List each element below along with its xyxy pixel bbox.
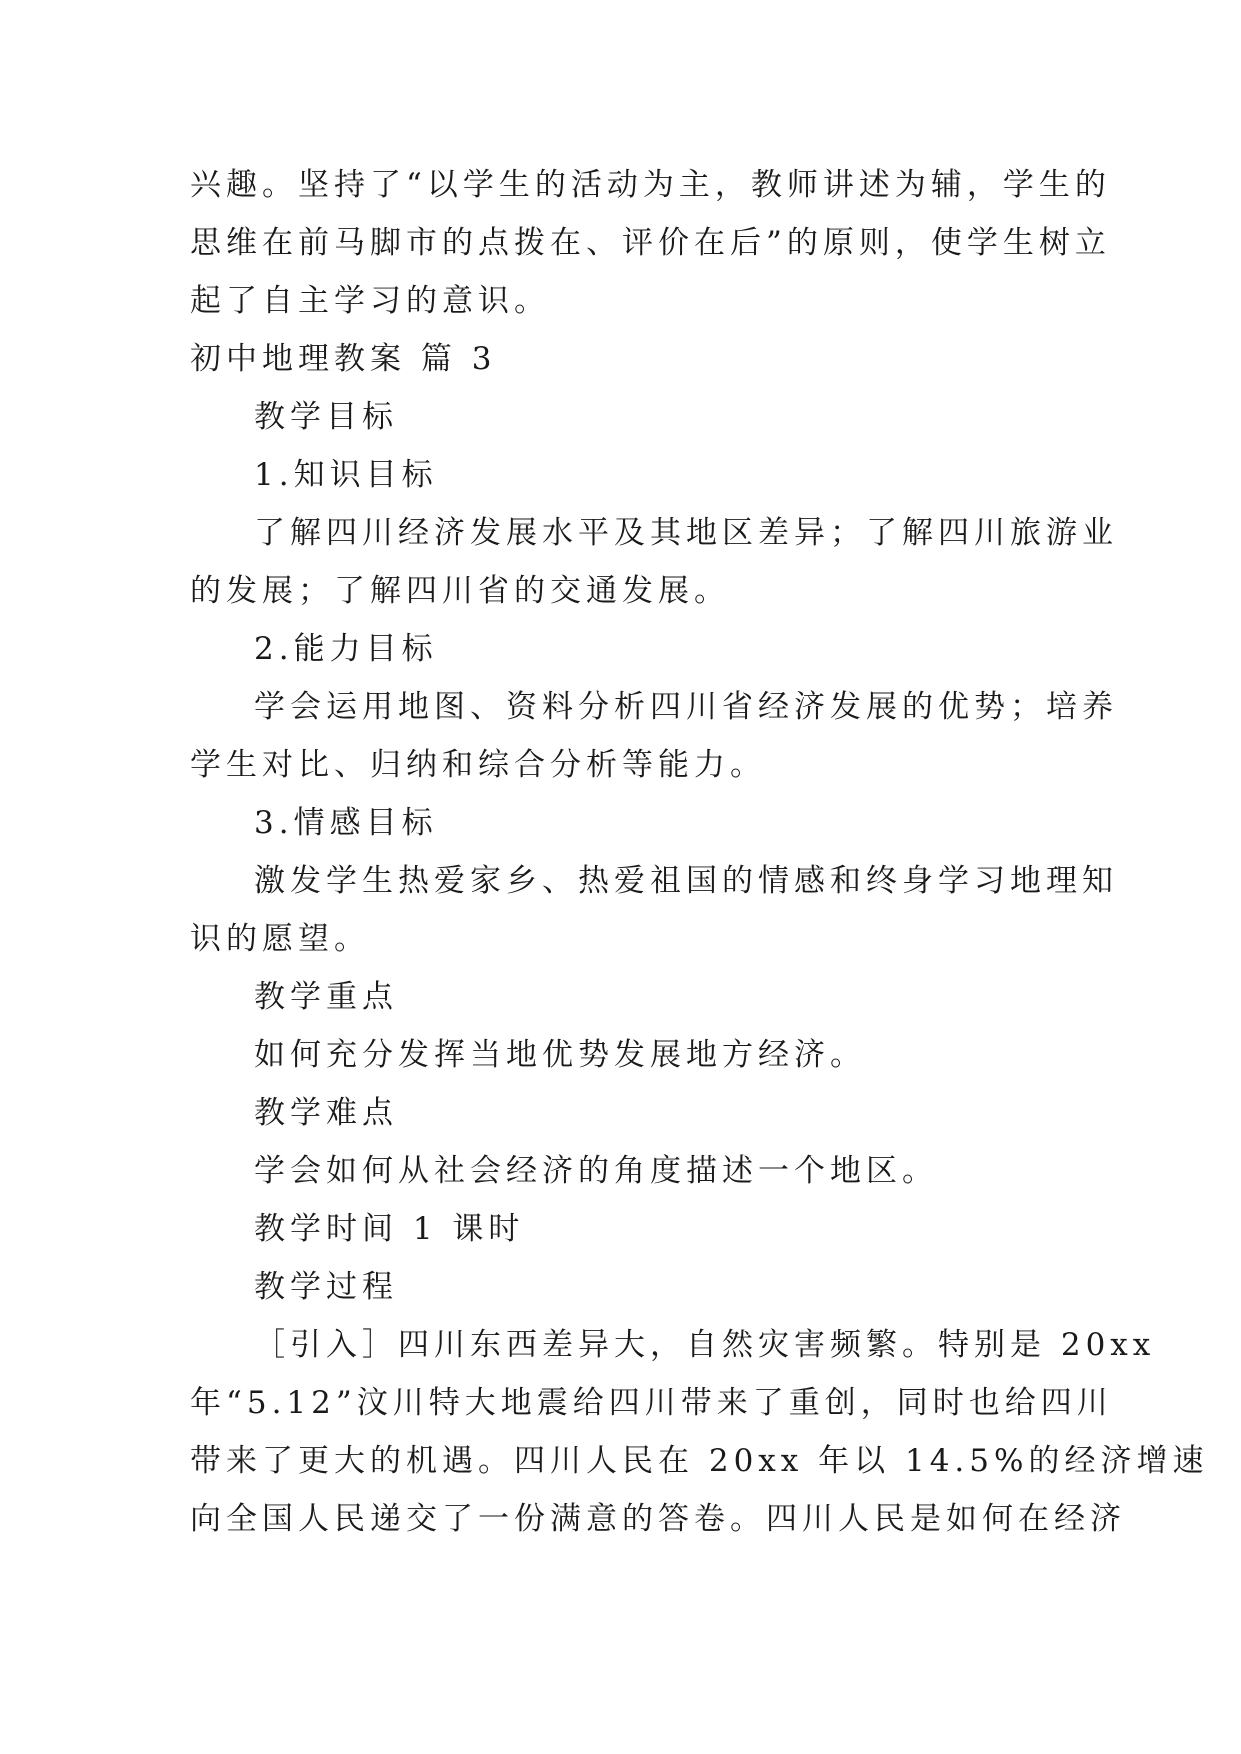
heading-teaching-time: 教学时间 1 课时 — [254, 1211, 525, 1247]
heading-teaching-process: 教学过程 — [254, 1269, 398, 1305]
paragraph-line: 识的愿望。 — [190, 921, 370, 957]
subheading-knowledge-goals: 1.知识目标 — [254, 457, 438, 493]
heading-difficult-points: 教学难点 — [254, 1095, 398, 1131]
paragraph-line: 兴趣。坚持了“以学生的活动为主，教师讲述为辅，学生的 — [190, 167, 1111, 203]
paragraph-line: 思维在前马脚市的点拨在、评价在后”的原则，使学生树立 — [190, 225, 1111, 261]
paragraph-line: 起了自主学习的意识。 — [190, 283, 550, 319]
section-title: 初中地理教案 篇 3 — [190, 341, 497, 377]
paragraph-line: 学生对比、归纳和综合分析等能力。 — [190, 747, 766, 783]
paragraph-line: 向全国人民递交了一份满意的答卷。四川人民是如何在经济 — [190, 1501, 1126, 1537]
paragraph-line: ［引入］四川东西差异大，自然灾害频繁。特别是 20xx — [254, 1327, 1156, 1363]
paragraph-line: 年“5.12”汶川特大地震给四川带来了重创，同时也给四川 — [190, 1385, 1113, 1421]
paragraph-line: 如何充分发挥当地优势发展地方经济。 — [254, 1037, 866, 1073]
subheading-emotion-goals: 3.情感目标 — [254, 805, 438, 841]
heading-teaching-goals: 教学目标 — [254, 399, 398, 435]
subheading-ability-goals: 2.能力目标 — [254, 631, 438, 667]
paragraph-line: 激发学生热爱家乡、热爱祖国的情感和终身学习地理知 — [254, 863, 1118, 899]
paragraph-line: 学会如何从社会经济的角度描述一个地区。 — [254, 1153, 938, 1189]
paragraph-line: 带来了更大的机遇。四川人民在 20xx 年以 14.5%的经济增速 — [190, 1443, 1209, 1479]
paragraph-line: 的发展；了解四川省的交通发展。 — [190, 573, 730, 609]
paragraph-line: 了解四川经济发展水平及其地区差异；了解四川旅游业 — [254, 515, 1118, 551]
paragraph-line: 学会运用地图、资料分析四川省经济发展的优势；培养 — [254, 689, 1118, 725]
heading-key-points: 教学重点 — [254, 979, 398, 1015]
